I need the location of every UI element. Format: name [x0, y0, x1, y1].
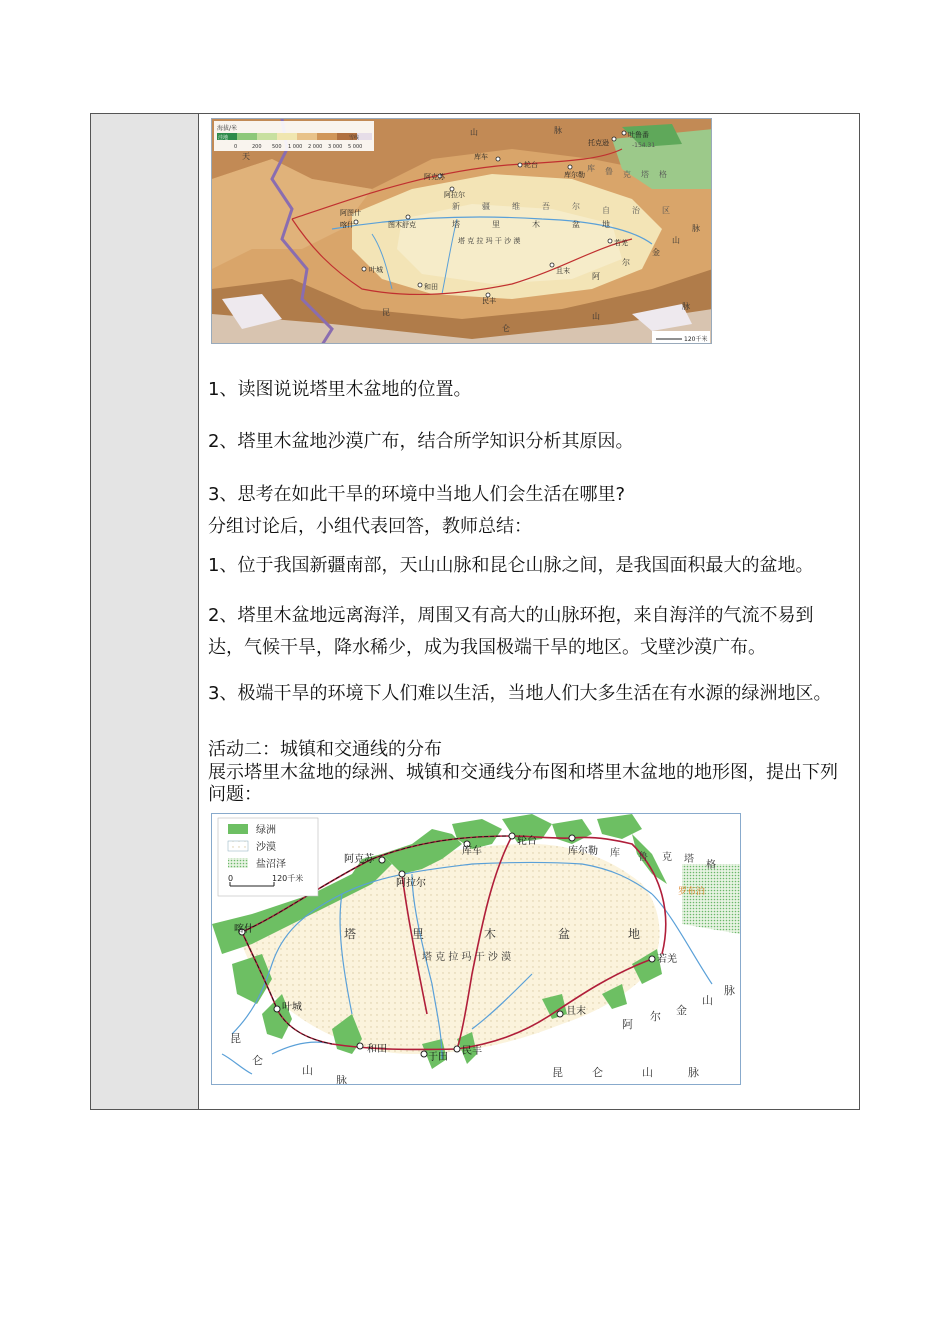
- legend-desert: 沙漠: [256, 842, 276, 853]
- map2-scale-zero: 0: [228, 874, 234, 883]
- map1-city: 图木舒克: [388, 221, 416, 229]
- map1-region-char: 维: [512, 202, 520, 211]
- map1-basin-char: 木: [532, 220, 540, 229]
- map1-mountain-char: 阿: [592, 272, 600, 281]
- map1-tick: 500: [272, 144, 282, 150]
- kunlun2-char: 仑: [592, 1066, 603, 1079]
- map1-mountain-char: 脉: [554, 126, 562, 135]
- activity-title: 活动二：城镇和交通线的分布: [208, 739, 442, 760]
- map1-kuluk-char: 鲁: [605, 167, 613, 176]
- map1-city: 库尔勒: [564, 171, 585, 179]
- map1-kuluk-char: 格: [659, 170, 667, 179]
- map1-city: 阿克苏: [424, 173, 445, 181]
- city-kuqa: 库车: [462, 846, 482, 857]
- question-2: 2、塔里木盆地沙漠广布，结合所学知识分析其原因。: [208, 431, 634, 452]
- map1-tick: 3 000: [328, 144, 343, 150]
- legend-marsh: 盐沼泽: [256, 859, 286, 870]
- answer-1: 1、位于我国新疆南部，天山山脉和昆仑山脉之间，是我国面积最大的盆地。: [208, 555, 814, 576]
- kunlun-char: 山: [302, 1064, 313, 1077]
- map1-mountain-char: 山: [672, 236, 680, 245]
- map1-city: 且末: [556, 267, 570, 275]
- map1-legend-high: 雪线: [349, 135, 360, 141]
- map1-city: 和田: [424, 283, 438, 291]
- basin-char: 塔: [344, 927, 357, 941]
- city-aksu: 阿克苏: [344, 854, 374, 865]
- activity-description: 展示塔里木盆地的绿洲、城镇和交通线分布图和塔里木盆地的地形图，提出下列问题：: [208, 762, 838, 805]
- map1-kuluk-char: 塔: [641, 170, 649, 179]
- city-yutian: 于田: [428, 1052, 448, 1063]
- kuluk-char: 塔: [684, 854, 694, 865]
- map1-scale: 120千米: [684, 336, 708, 343]
- map1-mountain-char: 山: [592, 312, 600, 321]
- basin-char: 里: [412, 927, 425, 941]
- kunlun-char: 仑: [252, 1054, 263, 1067]
- left-column-cell: [91, 114, 199, 1109]
- summary-intro: 分组讨论后，小组代表回答，教师总结：: [208, 516, 532, 537]
- map1-city: 民丰: [482, 297, 496, 305]
- basin-char: 木: [484, 927, 497, 941]
- map1-mountain-char: 昆: [382, 308, 390, 317]
- map1-mountain-char: 山: [470, 128, 478, 137]
- map1-city: 托克逊: [588, 139, 609, 147]
- map1-city: 喀什: [340, 221, 354, 229]
- basin-char: 地: [628, 927, 641, 941]
- map1-region-char: 尔: [572, 202, 580, 211]
- altun-char: 金: [676, 1004, 687, 1017]
- topographic-map: [211, 118, 712, 344]
- map1-region-char: 自: [602, 206, 610, 215]
- map1-tick: 200: [252, 144, 262, 150]
- map1-region-char: 区: [662, 206, 670, 215]
- oasis-transport-map: [211, 813, 741, 1085]
- map1-city: 叶城: [369, 266, 383, 274]
- kunlun2-char: 昆: [552, 1066, 563, 1079]
- kuluk-char: 格: [706, 860, 716, 871]
- city-hotan: 和田: [367, 1044, 387, 1055]
- map1-mountain-char: 天: [242, 152, 250, 161]
- map1-basin-char: 盆: [572, 220, 580, 229]
- map1-region-char: 新: [452, 202, 460, 211]
- city-kashgar: 喀什: [234, 924, 254, 935]
- altun-char: 脉: [724, 984, 735, 997]
- map1-tick: 1 000: [288, 144, 303, 150]
- altun-char: 阿: [622, 1018, 633, 1031]
- map1-basin-char: 塔: [452, 220, 460, 229]
- city-ruoqiang: 若羌: [657, 954, 677, 965]
- lop-nur-label: 罗布泊: [678, 887, 706, 897]
- map1-basin-char: 地: [602, 220, 610, 229]
- map1-desert-label: 塔 克 拉 玛 干 沙 漠: [458, 237, 521, 245]
- bosten-lake-label: 博斯腾湖: [642, 823, 674, 832]
- map1-depth-label: -154.31: [632, 142, 656, 149]
- city-qiemo: 且末: [566, 1006, 586, 1017]
- map1-mountain-char: 脉: [692, 224, 700, 233]
- map1-kuluk-char: 克: [623, 170, 631, 179]
- city-luntai: 轮台: [517, 836, 537, 847]
- map1-mountain-char: 金: [652, 248, 660, 257]
- legend-oasis: 绿洲: [256, 825, 276, 836]
- kuluk-char: 鲁: [638, 852, 648, 863]
- kuluk-char: 克: [662, 852, 672, 863]
- basin-char: 盆: [558, 927, 571, 941]
- altun-char: 尔: [650, 1010, 661, 1023]
- map1-city: 阿图什: [340, 209, 361, 217]
- city-minfeng: 民丰: [462, 1046, 482, 1057]
- map1-tick: 0: [234, 144, 238, 150]
- map1-city: 若羌: [614, 239, 628, 247]
- city-alar: 阿拉尔: [396, 878, 426, 889]
- answer-3: 3、极端干旱的环境下人们难以生活，当地人们大多生活在有水源的绿洲地区。: [208, 683, 832, 704]
- map1-legend-low: 洼地: [218, 135, 229, 141]
- kunlun2-char: 脉: [688, 1066, 699, 1079]
- map1-city: 阿拉尔: [444, 191, 465, 199]
- kunlun-char: 脉: [336, 1074, 347, 1085]
- question-3: 3、思考在如此干旱的环境中当地人们会生活在哪里?: [208, 484, 626, 505]
- map1-region-char: 疆: [482, 202, 490, 211]
- map2-scale: 120千米: [272, 874, 304, 883]
- map1-city: 库车: [474, 153, 488, 161]
- kunlun2-char: 山: [642, 1066, 653, 1079]
- map1-kuluk-char: 库: [587, 164, 595, 173]
- city-korla: 库尔勒: [568, 846, 598, 857]
- city-yecheng: 叶城: [282, 1002, 302, 1013]
- map1-city: 吐鲁番: [628, 131, 649, 139]
- map1-mountain-char: 脉: [682, 302, 690, 311]
- answer-2: 2、塔里木盆地远离海洋，周围又有高大的山脉环抱，来自海洋的气流不易到达，气候干旱，降水稀少，成为我国极端干旱的地区。戈壁沙漠广布。: [208, 605, 814, 658]
- question-1: 1、读图说说塔里木盆地的位置。: [208, 379, 472, 400]
- kuluk-char: 库: [610, 848, 620, 859]
- map1-mountain-char: 尔: [622, 258, 630, 267]
- map1-region-char: 治: [632, 206, 640, 215]
- map1-legend-title: 海拔/米: [217, 125, 238, 132]
- kunlun-char: 昆: [230, 1032, 241, 1045]
- map1-tick: 5 000: [348, 144, 363, 150]
- altun-char: 山: [702, 994, 713, 1007]
- map1-basin-char: 里: [492, 220, 500, 229]
- map1-city: 轮台: [524, 161, 538, 169]
- lesson-table: [90, 113, 860, 1110]
- map1-mountain-char: 仑: [502, 324, 510, 333]
- map1-tick: 2 000: [308, 144, 323, 150]
- map1-region-char: 吾: [542, 202, 550, 211]
- desert-label: 塔 克 拉 玛 干 沙 漠: [422, 952, 512, 963]
